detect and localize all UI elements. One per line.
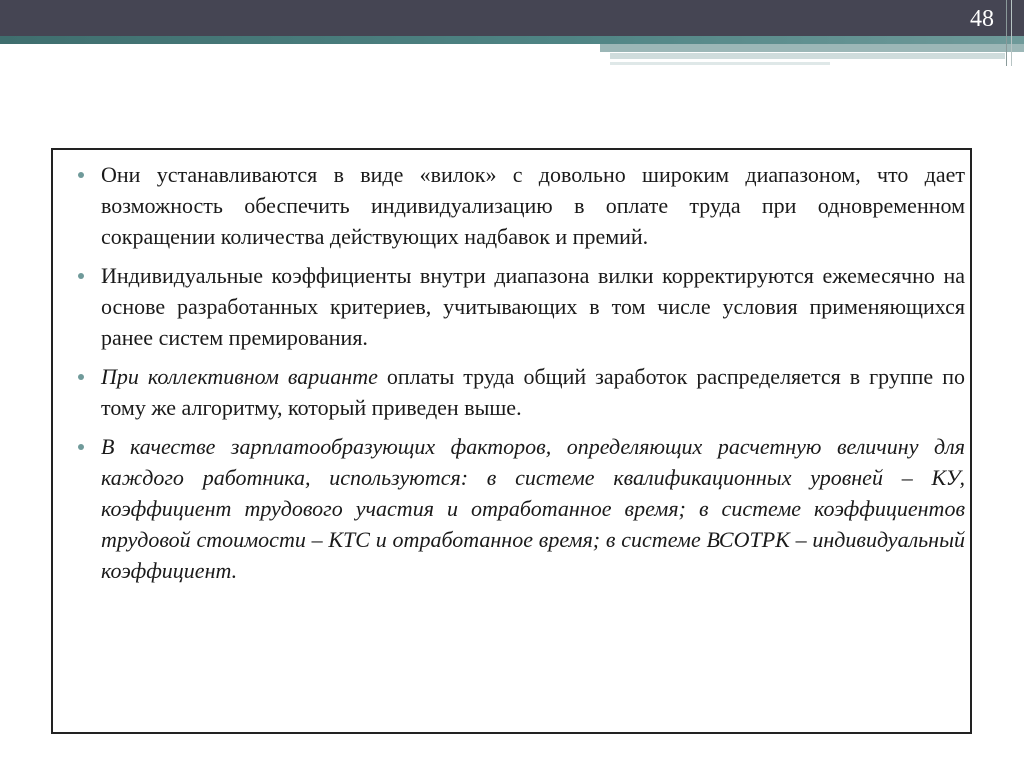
header-accent-strip-right-faint xyxy=(610,62,830,65)
bullet-item xyxy=(77,159,965,252)
header-band xyxy=(0,0,1024,36)
header-accent-strip-right xyxy=(600,44,1024,52)
bullet-text: В качестве зарплатообразующих факторов, определяющих расчетную величину для каждого работника, используются: в системе квалификационных уровней – КУ, коэффициент трудового участия и отработанное время; в системе коэффициентов трудовой стоимости – КТС и отработанное время; в системе ВСОТРК – индивидуальный коэффициент. xyxy=(101,434,965,583)
bullet-item xyxy=(77,260,965,353)
header-accent-strip-right-light xyxy=(610,53,1005,59)
bullet-list xyxy=(77,159,965,586)
content-box xyxy=(51,148,972,734)
bullet-text: Они устанавливаются в виде «вилок» с довольно широким диапазоном, что дает возможность обеспечить индивидуализацию в оплате труда при одновременном сокращении количества действующих надбавок и премий. xyxy=(101,162,965,249)
header-accent-strip xyxy=(0,36,1024,44)
bullet-text: оплаты труда общий заработок распределяется в группе по тому же алгоритму, который приведен выше. xyxy=(101,364,965,420)
bullet-item xyxy=(77,431,965,586)
header-vertical-line xyxy=(1006,0,1007,66)
bullet-text-italic: При коллективном варианте xyxy=(101,364,378,389)
header-vertical-line-light xyxy=(1011,0,1012,66)
bullet-text: Индивидуальные коэффициенты внутри диапазона вилки корректируются ежемесячно на основе разработанных критериев, учитывающих в том числе условия применяющихся ранее систем премирования. xyxy=(101,263,965,350)
bullet-item xyxy=(77,361,965,423)
page-number: 48 xyxy=(970,6,994,32)
